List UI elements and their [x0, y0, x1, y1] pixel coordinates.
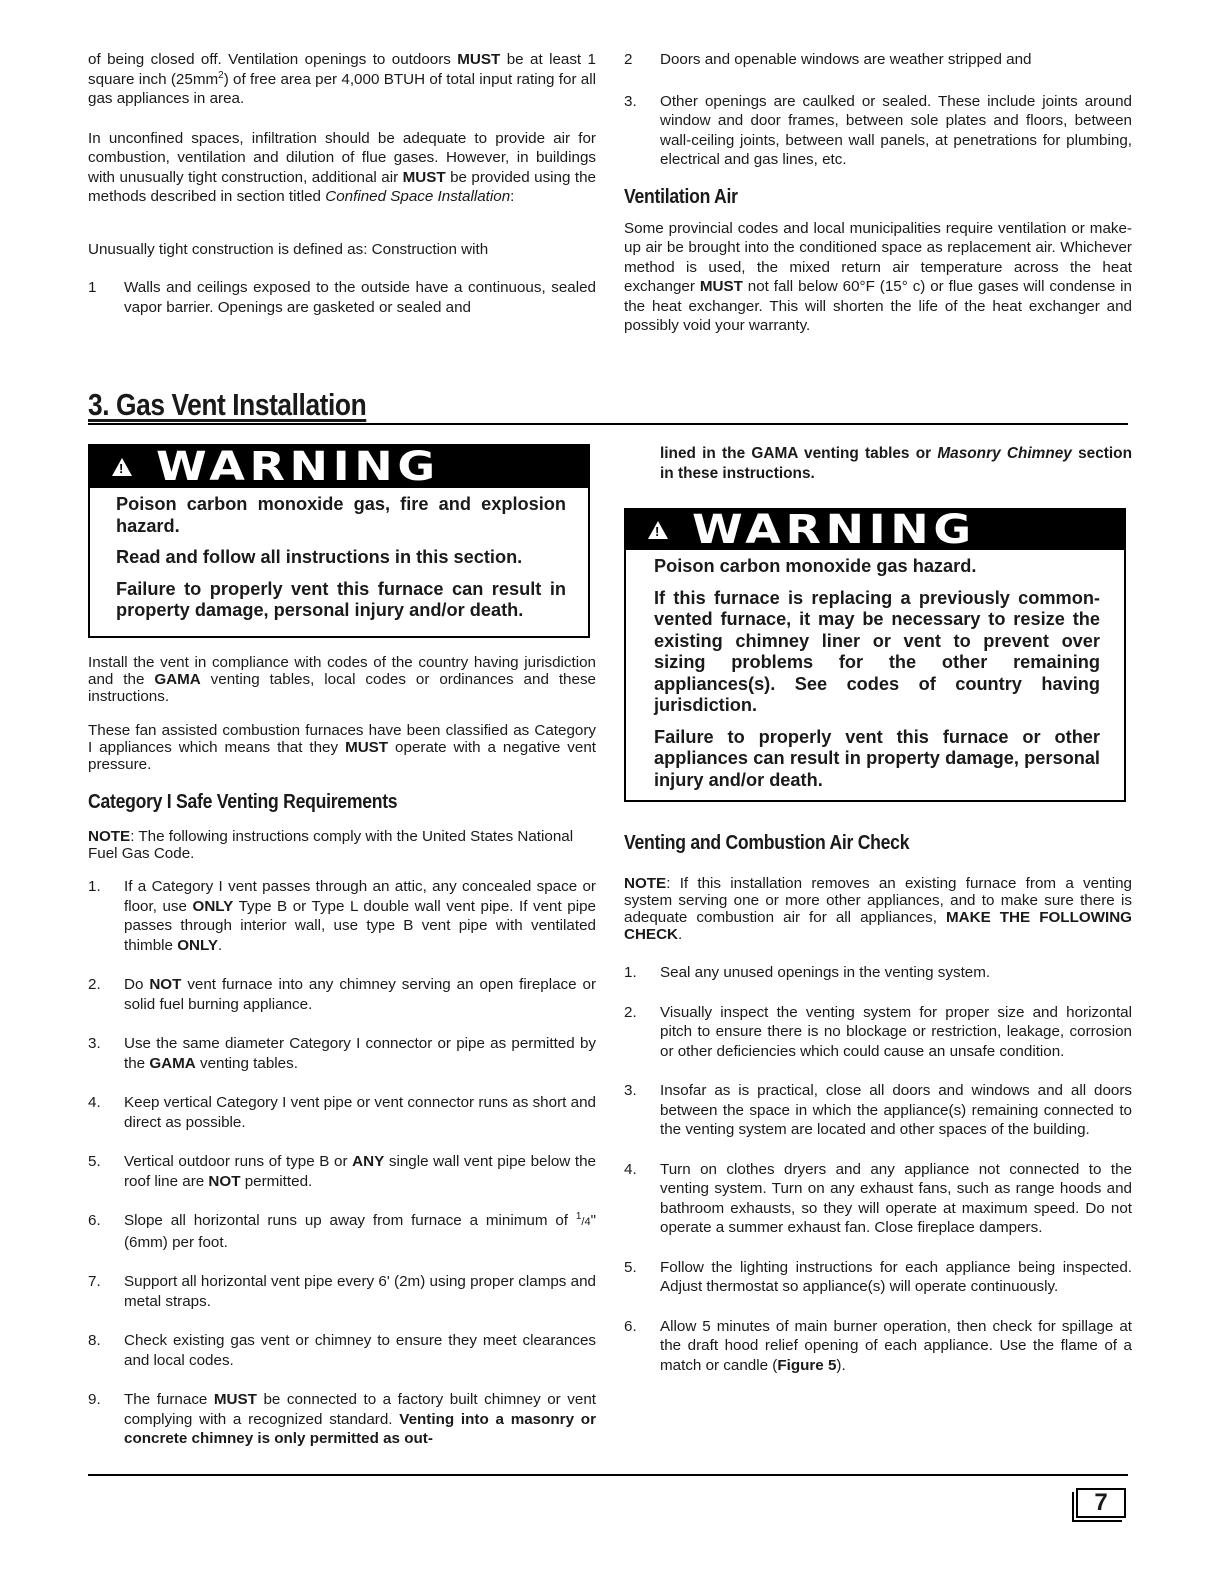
list-item: 7. Support all horizontal vent pipe every 6' (2m) using proper clamps and metal straps. [88, 1273, 596, 1310]
section-title: 3. Gas Vent Installation [88, 387, 1128, 425]
continued-item-9: lined in the GAMA venting tables or Masonry Chimney section in these instructions. [660, 445, 1132, 482]
category-heading: Category I Safe Venting Requirements [88, 791, 398, 813]
warning-line: Poison carbon monoxide gas, fire and explosion hazard. [116, 494, 566, 536]
list-item: 2. Visually inspect the venting system for proper size and horizontal pitch to ensure there is no blockage or restriction, leakage, corrosion or other deficiencies which could cause an unsafe condition. [624, 1003, 1132, 1060]
left-top-column [88, 50, 596, 317]
list-item: 5. Follow the lighting instructions for each appliance being inspected. Adjust thermostat so appliance(s) will operate continuously. [624, 1258, 1132, 1295]
warning-triangle-icon [648, 521, 668, 539]
warning-line: Read and follow all instructions in this section. [116, 547, 523, 567]
list-item: 2 Doors and openable windows are weather stripped and [624, 51, 1032, 68]
list-item: 3. Use the same diameter Category I connector or pipe as permitted by the GAMA venting tables. [88, 1035, 596, 1072]
right-lower-column [624, 832, 1132, 1375]
footer-divider [88, 1474, 1128, 1476]
note-paragraph: NOTE: The following instructions comply with the United States National Fuel Gas Code. [88, 828, 574, 862]
warning-banner [90, 446, 588, 488]
left-body-column [88, 654, 596, 1449]
list-item: 6. Slope all horizontal runs up away from furnace a minimum of $^1$/4" (6mm) per foot. [88, 1210, 596, 1251]
list-item: 5. Vertical outdoor runs of type B or ANY single wall vent pipe below the roof line are NOT permitted. [88, 1153, 596, 1190]
paragraph-ventilation-openings: of being closed off. Ventilation openings to outdoors MUST be at least 1 square inch $(25mm^2)$ of free area per 4,000 BTUH of total input rating for all gas appliances in area. [88, 51, 597, 107]
warning-label: WARNING [156, 444, 440, 490]
venting-check-heading: Venting and Combustion Air Check [624, 832, 910, 854]
warning-line: Poison carbon monoxide gas hazard. [654, 556, 977, 576]
warning-banner [626, 507, 1124, 553]
list-item: 3. Insofar as is practical, close all doors and windows and all doors between the space in which the appliance(s) remaining connected to the venting system are located and other spaces of the building. [624, 1082, 1132, 1138]
warning-line: If this furnace is replacing a previously common-vented furnace, it may be necessary to resize the existing chimney liner or vent to prevent over sizing problems for the other remaining appliances(s). See codes of country having jurisdiction. [654, 587, 1100, 715]
paragraph-tight-construction: Unusually tight construction is defined as: Construction with [88, 240, 489, 258]
list-item: 8. Check existing gas vent or chimney to ensure they meet clearances and local codes. [88, 1332, 596, 1369]
right-top-column [624, 50, 1132, 336]
list-item: 2. Do NOT vent furnace into any chimney serving an open fireplace or solid fuel burning appliance. [88, 976, 597, 1013]
ventilation-air-heading: Ventilation Air [624, 185, 738, 208]
paragraph-unconfined-spaces: In unconfined spaces, infiltration should be adequate to provide air for combustion, ventilation and dilution of flue gases. However, in buildings with unusually tight construction, additional air MUST be provided using the methods described in section titled Confined Space Installation: [88, 129, 596, 205]
paragraph-ventilation-air: Some provincial codes and local municipalities require ventilation or make-up air be brought into the conditioned space as replacement air. Whichever method is used, the mixed return air temperature across the heat exchanger MUST not fall below 60°F (15° c) or flue gases will condense in the heat exchanger. This will shorten the life of the heat exchanger and possibly void your warranty. [624, 219, 1132, 334]
list-item: 1. Seal any unused openings in the venting system. [624, 964, 991, 981]
paragraph-install-vent: Install the vent in compliance with codes of the country having jurisdiction and the GAMA venting tables, local codes or ordinances and these instructions. [88, 654, 596, 705]
list-item: 4. Keep vertical Category I vent pipe or vent connector runs as short and direct as possible. [88, 1094, 596, 1131]
list-item: 1 Walls and ceilings exposed to the outside have a continuous, sealed vapor barrier. Openings are gasketed or sealed and [88, 279, 596, 316]
list-item: 3. Other openings are caulked or sealed. These include joints around window and door frames, between sole plates and floors, between wall-ceiling joints, between wall panels, at penetrations for plumbing, electrical and gas lines, etc. [624, 92, 1132, 168]
warning-line: Failure to properly vent this furnace can result in property damage, personal injury and/or death. [116, 578, 566, 620]
page-number: 7 [1076, 1488, 1126, 1518]
warning-label: WARNING [692, 507, 976, 553]
note-paragraph: NOTE: If this installation removes an existing furnace from a venting system serving one or more other appliances, and to make sure there is adequate combustion air for all appliances, MAKE THE FOLLOWING CHECK. [624, 875, 1133, 943]
list-item: 4. Turn on clothes dryers and any appliance not connected to the venting system. Turn on any exhaust fans, such as range hoods and bathroom exhausts, so they will operate at maximum speed. Do not operate a summer exhaust fan. Close fireplace dampers. [624, 1160, 1132, 1236]
list-item: 9. The furnace MUST be connected to a factory built chimney or vent complying with a recognized standard. Venting into a masonry or concrete chimney is only permitted as out- [88, 1391, 596, 1447]
warning-line: Failure to properly vent this furnace or other appliances can result in property damage, personal injury and/or death. [654, 726, 1100, 790]
warning-triangle-icon [112, 458, 132, 476]
list-item: 6. Allow 5 minutes of main burner operation, then check for spillage at the draft hood relief opening of each appliance. Use the flame of a match or candle (Figure 5). [624, 1317, 1132, 1374]
paragraph-fan-assisted: These fan assisted combustion furnaces have been classified as Category I appliances which means that they MUST operate with a negative vent pressure. [88, 722, 596, 773]
warning-box-2 [624, 508, 1126, 802]
right-body-column [624, 444, 1132, 483]
list-item: 1. If a Category I vent passes through an attic, any concealed space or floor, use ONLY Type B or Type L double wall vent pipe. If vent pipe passes through interior wall, use type B vent pipe with ventilated thimble ONLY. [88, 878, 596, 954]
warning-box-1 [88, 444, 590, 638]
